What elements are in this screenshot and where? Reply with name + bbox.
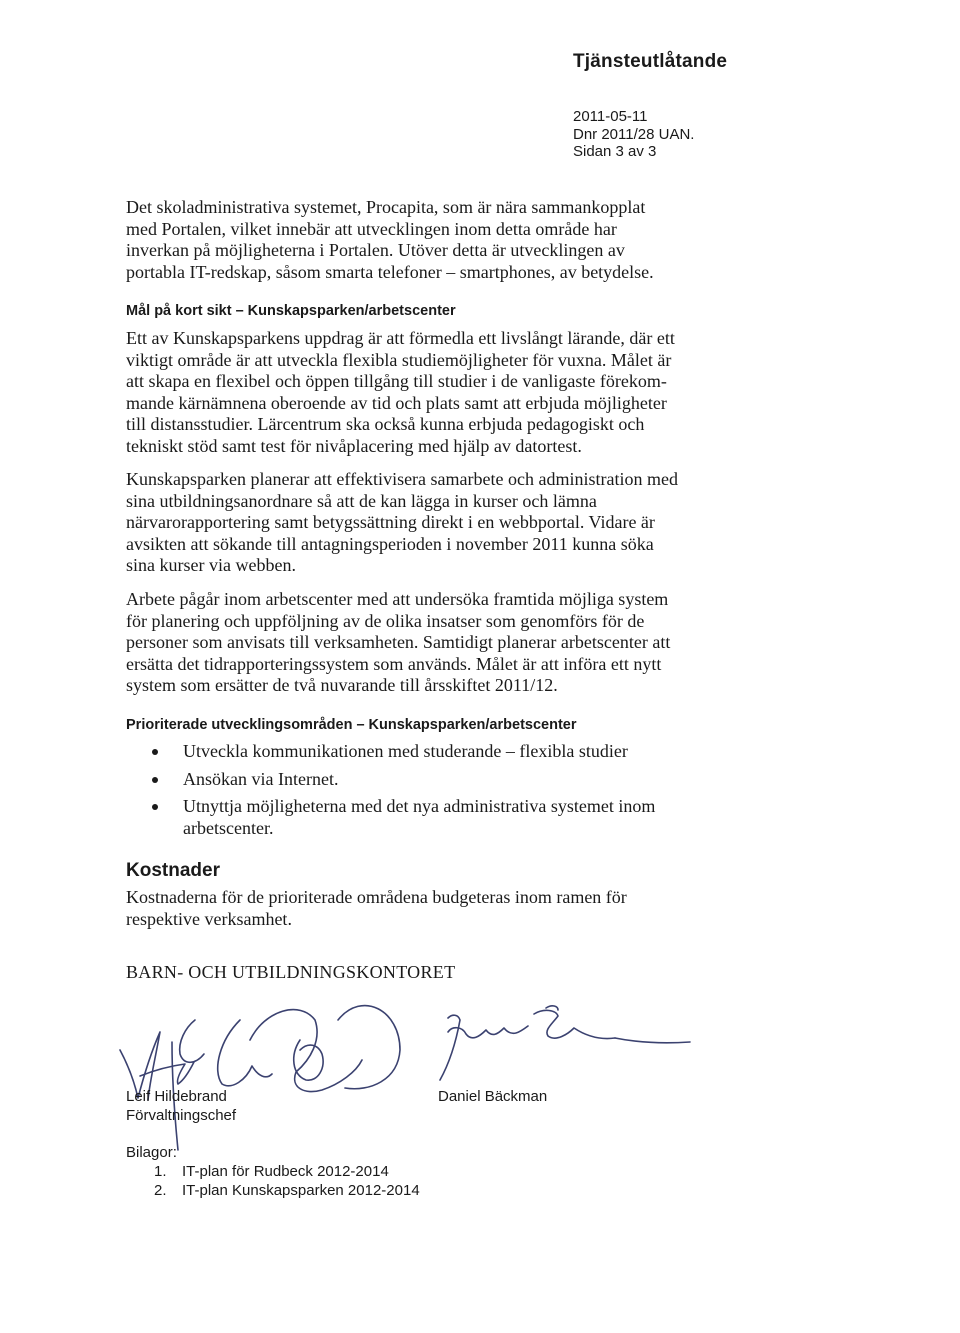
signer-2-name: Daniel Bäckman <box>438 1088 548 1105</box>
attachment-item <box>126 1162 420 1181</box>
text-line: portabla IT-redskap, såsom smarta telefoner – smartphones, av betydelse. <box>126 261 654 282</box>
office-name: BARN- OCH UTBILDNINGSKONTORET <box>126 962 456 982</box>
attachment-number: 1. <box>154 1163 167 1180</box>
list-item <box>148 796 748 839</box>
text-line: Det skoladministrativa systemet, Procapita, som är nära sammankopplat <box>126 197 646 217</box>
priorities-heading: Prioriterade utvecklingsområden – Kunskapsparken/arbetscenter <box>126 717 577 733</box>
bullet-icon <box>152 777 158 783</box>
signature-stroke <box>546 1006 558 1010</box>
text-line: Ansökan via Internet. <box>183 768 339 789</box>
text-line: ersätta det tidrapporteringssystem som används. Målet är att införa ett nytt <box>126 653 662 674</box>
intro-paragraph <box>126 197 726 283</box>
text-line: med Portalen, vilket innebär att utvecklingen inom detta område har <box>126 218 617 239</box>
signature-stroke <box>180 1020 204 1062</box>
text-line: personer som anvisats till verksamheten. Samtidigt planerar arbetscenter att <box>126 632 671 653</box>
text-line: viktigt område är att utveckla flexibla studiemöjligheter för vuxna. Målet är <box>126 349 672 370</box>
document-dnr: Dnr 2011/28 UAN. <box>573 125 695 143</box>
costs-paragraph <box>126 887 726 930</box>
short-term-heading: Mål på kort sikt – Kunskapsparken/arbetscenter <box>126 303 456 319</box>
text-line: Arbete pågår inom arbetscenter med att undersöka framtida möjliga system <box>126 589 669 609</box>
attachments-label: Bilagor: <box>126 1144 177 1161</box>
priorities-list <box>148 741 748 845</box>
text-line: för planering och uppföljning av de olika insatser som genomförs för de <box>126 610 645 631</box>
document-type-title: Tjänsteutlåtande <box>573 51 728 72</box>
attachment-item <box>126 1181 420 1200</box>
list-item <box>148 741 748 763</box>
text-line: Utveckla kommunikationen med studerande – flexibla studier <box>183 741 628 761</box>
text-line: Ett av Kunskapsparkens uppdrag är att förmedla ett livslångt lärande, där ett <box>126 328 675 348</box>
page-number: Sidan 3 av 3 <box>573 143 657 160</box>
text-line: att skapa en flexibel och öppen tillgång till studier i de vanligaste förekom- <box>126 371 667 392</box>
text-line: Kunskapsparken planerar att effektivisera samarbete och administration med <box>126 469 678 489</box>
short-term-paragraph-2 <box>126 469 726 577</box>
document-date: 2011-05-11 <box>573 108 648 125</box>
attachments <box>126 1143 420 1200</box>
signer-1-title: Förvaltningschef <box>126 1107 237 1124</box>
text-line: tekniskt stöd samt test för nivåplacering med hjälp av datortest. <box>126 435 582 456</box>
signature-stroke <box>440 1015 460 1080</box>
bullet-icon <box>152 749 158 755</box>
text-line: till distansstudier. Lärcentrum ska också kunna erbjuda pedagogiskt och <box>126 414 645 435</box>
handwritten-signatures <box>100 980 720 1170</box>
short-term-paragraph-3 <box>126 589 726 697</box>
signature-stroke <box>218 1020 272 1086</box>
bullet-icon <box>152 804 158 810</box>
signer-2 <box>438 1087 547 1106</box>
text-line: avsikten att sökande till antagningsperioden i november 2011 kunna söka <box>126 533 654 554</box>
text-line: sina utbildningsanordnare så att de kan lägga in kurser och lämna <box>126 490 597 511</box>
signer-1-name: Leif Hildebrand <box>126 1088 227 1105</box>
attachment-number: 2. <box>154 1182 167 1199</box>
signature-stroke <box>294 1040 323 1080</box>
signature-stroke <box>448 1026 528 1038</box>
list-item <box>148 769 748 791</box>
signature-stroke <box>534 1010 615 1038</box>
text-line: Utnyttja möjligheterna med det nya administrativa systemet inom <box>183 796 656 817</box>
short-term-paragraph-1 <box>126 328 726 458</box>
signer-1 <box>126 1087 236 1125</box>
costs-heading: Kostnader <box>126 860 220 881</box>
signature-stroke <box>615 1038 690 1043</box>
text-line: inverkan på möjligheterna i Portalen. Utöver detta är utvecklingen av <box>126 240 625 261</box>
document-meta <box>573 108 694 161</box>
attachment-title: IT-plan för Rudbeck 2012-2014 <box>182 1163 389 1180</box>
text-line: närvarorapportering samt betygssättning direkt i en webbportal. Vidare är <box>126 512 655 533</box>
text-line: respektive verksamhet. <box>126 908 292 929</box>
text-line: Kostnaderna för de prioriterade områdena budgeteras inom ramen för <box>126 887 627 907</box>
text-line: mande kärnämnena oberoende av tid och plats samt att erbjuda möjligheter <box>126 392 667 413</box>
text-line: system som ersätter de två nuvarande till årsskiftet 2011/12. <box>126 675 558 696</box>
attachment-title: IT-plan Kunskapsparken 2012-2014 <box>182 1182 420 1199</box>
text-line: arbetscenter. <box>183 817 274 838</box>
text-line: sina kurser via webben. <box>126 555 296 576</box>
